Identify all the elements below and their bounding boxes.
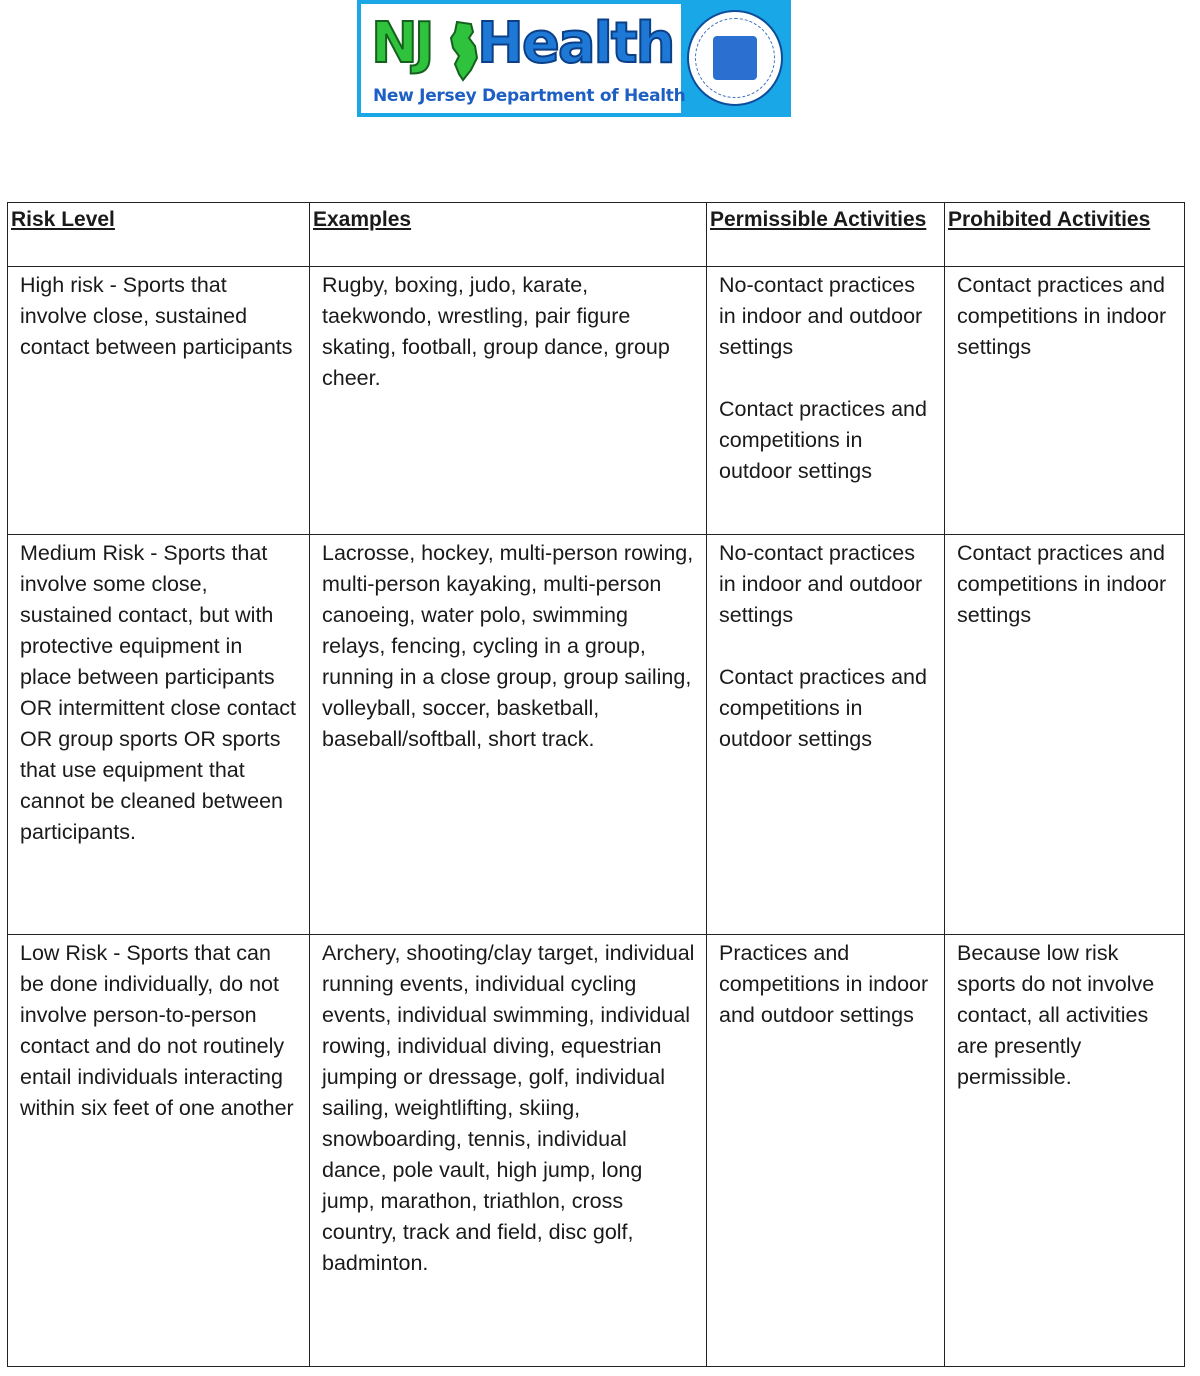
logo-subtitle: New Jersey Department of Health <box>373 86 686 106</box>
table-row-medium-risk <box>8 535 1185 935</box>
header-permissible-activities: Permissible Activities <box>707 203 945 267</box>
permissible-text: No-contact practices in indoor and outdoor settings <box>719 541 923 627</box>
examples-text: Lacrosse, hockey, multi-person rowing, multi-person kayaking, multi-person canoeing, water polo, swimming relays, fencing, cycling in a group, running in a close group, group sailing, volleyball, soccer, basketball, baseball/softball, short track. <box>322 541 694 751</box>
risk-level-text: High risk - Sports that involve close, sustained contact between participants <box>20 273 293 359</box>
risk-level-cell <box>8 935 310 1367</box>
examples-cell <box>310 535 707 935</box>
permissible-cell <box>707 535 945 935</box>
seal-emblem-icon <box>713 36 757 80</box>
examples-text: Archery, shooting/clay target, individual running events, individual cycling events, individual swimming, individual rowing, individual diving, equestrian jumping or dressage, golf, individual sailing, weightlifting, skiing, snowboarding, tennis, individual dance, pole vault, high jump, long jump, marathon, triathlon, cross country, track and field, disc golf, badminton. <box>322 941 695 1275</box>
prohibited-text: Because low risk sports do not involve contact, all activities are presently permissible. <box>957 941 1155 1089</box>
logo-nj-text: NJ <box>371 11 431 76</box>
table-row-high-risk <box>8 267 1185 535</box>
permissible-text: Contact practices and competitions in outdoor settings <box>719 665 927 751</box>
prohibited-cell <box>945 535 1185 935</box>
examples-cell <box>310 267 707 535</box>
permissible-text: Contact practices and competitions in outdoor settings <box>719 397 927 483</box>
nj-health-logo <box>357 0 791 117</box>
risk-level-cell <box>8 535 310 935</box>
prohibited-text: Contact practices and competitions in indoor settings <box>957 541 1167 627</box>
examples-text: Rugby, boxing, judo, karate, taekwondo, wrestling, pair figure skating, football, group dance, group cheer. <box>322 273 670 390</box>
permissible-cell <box>707 935 945 1367</box>
prohibited-cell <box>945 935 1185 1367</box>
prohibited-cell <box>945 267 1185 535</box>
risk-level-text: Low Risk - Sports that can be done individually, do not involve person-to-person contact and do not routinely entail individuals interacting within six feet of one another <box>20 941 294 1120</box>
table-row-low-risk <box>8 935 1185 1367</box>
risk-level-text: Medium Risk - Sports that involve some close, sustained contact, but with protective equipment in place between participants OR intermittent close contact OR group sports OR sports that use equipment that cannot be cleaned between participants. <box>20 541 297 844</box>
prohibited-text: Contact practices and competitions in indoor settings <box>957 273 1167 359</box>
permissible-text: No-contact practices in indoor and outdoor settings <box>719 273 923 359</box>
sports-risk-table <box>7 202 1185 1367</box>
header-prohibited-activities: Prohibited Activities <box>945 203 1185 267</box>
accreditation-seal-icon <box>687 10 783 106</box>
logo-health-text: Health <box>477 11 674 76</box>
header-risk-level: Risk Level <box>8 203 310 267</box>
logo-panel <box>361 4 686 113</box>
examples-cell <box>310 935 707 1367</box>
table-header-row <box>8 203 1185 267</box>
new-jersey-state-icon <box>449 20 479 82</box>
permissible-text: Practices and competitions in indoor and outdoor settings <box>719 941 929 1027</box>
header-examples: Examples <box>310 203 707 267</box>
risk-level-cell <box>8 267 310 535</box>
permissible-cell <box>707 267 945 535</box>
